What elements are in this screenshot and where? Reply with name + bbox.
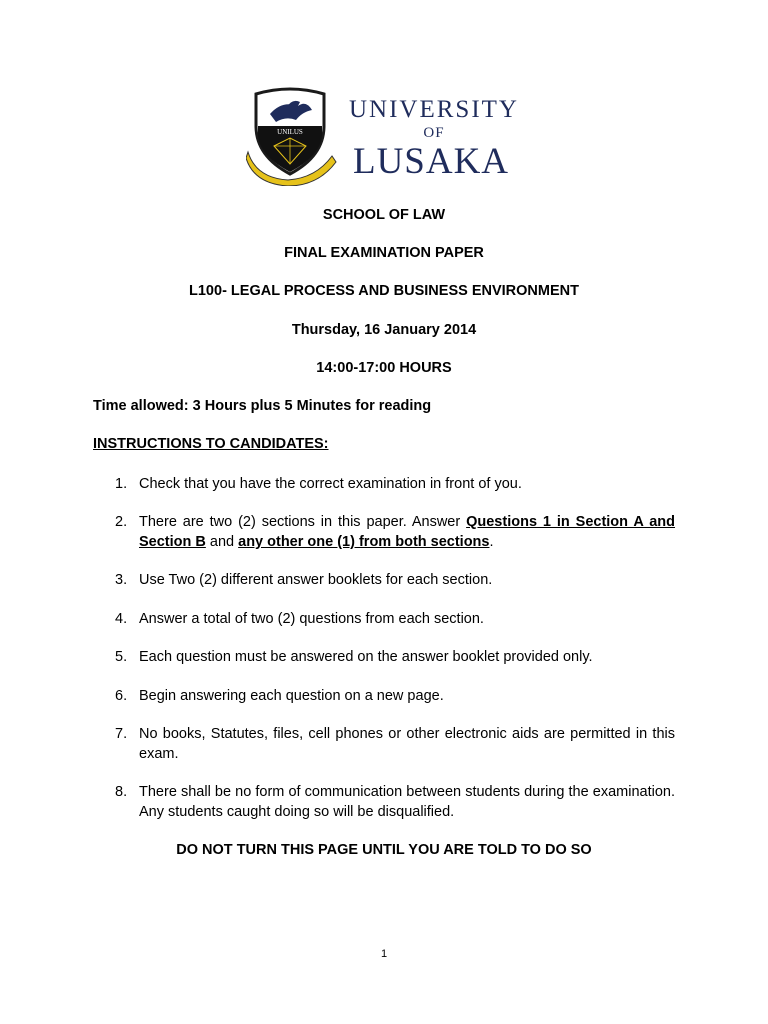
item-number: 2. (115, 514, 128, 530)
exam-date: Thursday, 16 January 2014 (291, 322, 477, 338)
crest-banner-text: UNILUS (277, 128, 303, 136)
item-number: 7. (115, 726, 128, 742)
logo-line-lusaka: LUSAKA (352, 141, 510, 182)
item-emphasis: Questions 1 in Section A and Section B (139, 514, 675, 550)
time-allowed: Time allowed: 3 Hours plus 5 Minutes for reading (93, 398, 432, 414)
item-number: 1. (115, 476, 128, 492)
item-text: Check that you have the correct examination in front of you. (139, 476, 522, 492)
logo-line-university: UNIVERSITY (349, 96, 519, 123)
item-text-part: . (489, 534, 494, 550)
logo-line-of: OF (423, 125, 445, 141)
crest-icon (246, 86, 346, 186)
item-text: Each question must be answered on the answer booklet provided only. (139, 649, 593, 665)
university-logo (246, 86, 526, 186)
item-number: 4. (115, 611, 128, 627)
course-title: L100- LEGAL PROCESS AND BUSINESS ENVIRONMENT (189, 283, 579, 299)
item-text: Begin answering each question on a new page. (139, 688, 444, 704)
final-notice: DO NOT TURN THIS PAGE UNTIL YOU ARE TOLD TO DO SO (176, 842, 592, 858)
paper-type: FINAL EXAMINATION PAPER (284, 245, 484, 261)
item-emphasis: any other one (1) from both sections (238, 534, 490, 550)
item-text-part: and (205, 534, 239, 550)
item-text: There shall be no form of communication between students during the examination. Any students caught doing so will be disqualified. (139, 784, 675, 820)
item-text: Use Two (2) different answer booklets for each section. (139, 572, 493, 588)
logo-wordmark (344, 96, 524, 182)
exam-hours: 14:00-17:00 HOURS (316, 360, 452, 376)
item-number: 3. (115, 572, 128, 588)
item-number: 6. (115, 688, 128, 704)
item-number: 8. (115, 784, 128, 800)
page-number: 1 (380, 948, 388, 960)
item-text-part: There are two (2) sections in this paper. Answer (139, 514, 467, 530)
item-number: 5. (115, 649, 128, 665)
instructions-heading: INSTRUCTIONS TO CANDIDATES: (93, 436, 329, 452)
item-text: No books, Statutes, files, cell phones or other electronic aids are permitted in this exam. (139, 726, 675, 762)
item-text (139, 512, 675, 552)
item-text: Answer a total of two (2) questions from each section. (139, 611, 484, 627)
school-name: SCHOOL OF LAW (322, 207, 446, 223)
